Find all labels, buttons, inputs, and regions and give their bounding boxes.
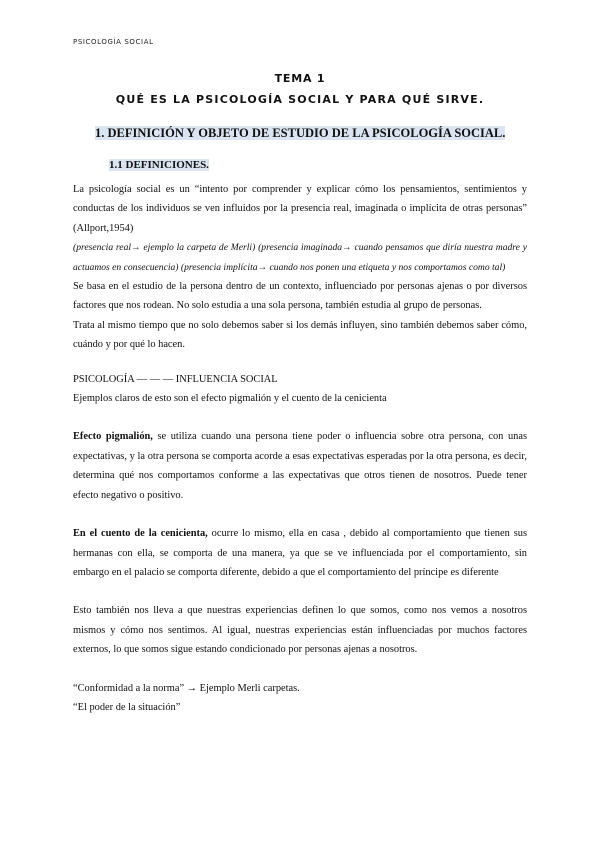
tema-subtitle: QUÉ ES LA PSICOLOGÍA SOCIAL Y PARA QUÉ SIRVE.: [115, 93, 485, 106]
experiences-paragraph: Esto también nos lleva a que nuestras experiencias definen lo que somos, como nos vemos a nosotros mismos y cómo nos sentimos. Al igual, nuestras experiencias están influenciadas por muchos factores externos, lo que somos sigue estando condicionado por personas ajenas a nosotros.: [73, 605, 527, 656]
pygmalion-text: se utiliza cuando una persona tiene poder o influencia sobre otra persona, con unas expectativas, y la otra persona se comporta acorde a esas expectativas esperadas por la otra persona, es decir, determina qué nos comportamos conforme a las expectativas que otros tienen de nosotros. Puede tener efecto negativo o positivo.: [73, 431, 527, 501]
subsection-heading-text: 1.1 DEFINICIONES.: [109, 159, 209, 171]
section-heading-text: 1. DEFINICIÓN Y OBJETO DE ESTUDIO DE LA PSICOLOGÍA SOCIAL.: [95, 126, 506, 140]
influence-paragraph: Trata al mismo tiempo que no solo debemos saber si los demás influyen, sino también debemos saber cómo, cuándo y por qué lo hacen.: [73, 319, 527, 351]
psychology-influence-line: PSICOLOGÍA — — — INFLUENCIA SOCIAL: [73, 373, 278, 385]
context-paragraph: Se basa en el estudio de la persona dentro de un contexto, influenciado por personas ajenas o por diversos factores que nos rodean. No solo estudia a una sola persona, también estudia al grupo de personas.: [73, 281, 527, 312]
definition-paragraph: La psicología social es un “intento por comprender y explicar cómo los pensamientos, sentimientos y conductas de los individuos se ven influidos por la presencia real, imaginada o implícita de otras personas” (Allport,1954): [73, 184, 527, 234]
cinderella-term: En el cuento de la cenicienta,: [73, 528, 208, 540]
title-block: [0, 72, 600, 106]
subsection-heading: [109, 159, 209, 171]
document-body: [73, 180, 527, 717]
conformity-line: “Conformidad a la norma” → Ejemplo Merli carpetas.: [73, 682, 300, 694]
pygmalion-term: Efecto pigmalión,: [73, 431, 153, 443]
section-heading: [95, 126, 505, 141]
tema-title: TEMA 1: [274, 72, 326, 85]
examples-italic-paragraph: (presencia real→ ejemplo la carpeta de Merli) (presencia imaginada→ cuando pensamos que diría nuestra madre y actuamos en consecuencia) (presencia implícita→ cuando nos ponen una etiqueta y nos comportamos como tal): [73, 242, 527, 273]
pygmalion-paragraph: [73, 427, 527, 505]
cinderella-paragraph: [73, 524, 527, 582]
situation-line: “El poder de la situación”: [73, 701, 181, 713]
running-header: PSICOLOGÍA SOCIAL: [73, 38, 154, 46]
cinderella-text: ocurre lo mismo, ella en casa , debido al comportamiento que tienen sus hermanas con ella, se comporta de una manera, ya que se ve influenciada por el comportamiento, sin embargo en el palacio se comporta diferente, debido a que el comportamiento del príncipe es diferente: [73, 528, 528, 578]
examples-intro-paragraph: Ejemplos claros de esto son el efecto pigmalión y el cuento de la cenicienta: [73, 393, 387, 405]
